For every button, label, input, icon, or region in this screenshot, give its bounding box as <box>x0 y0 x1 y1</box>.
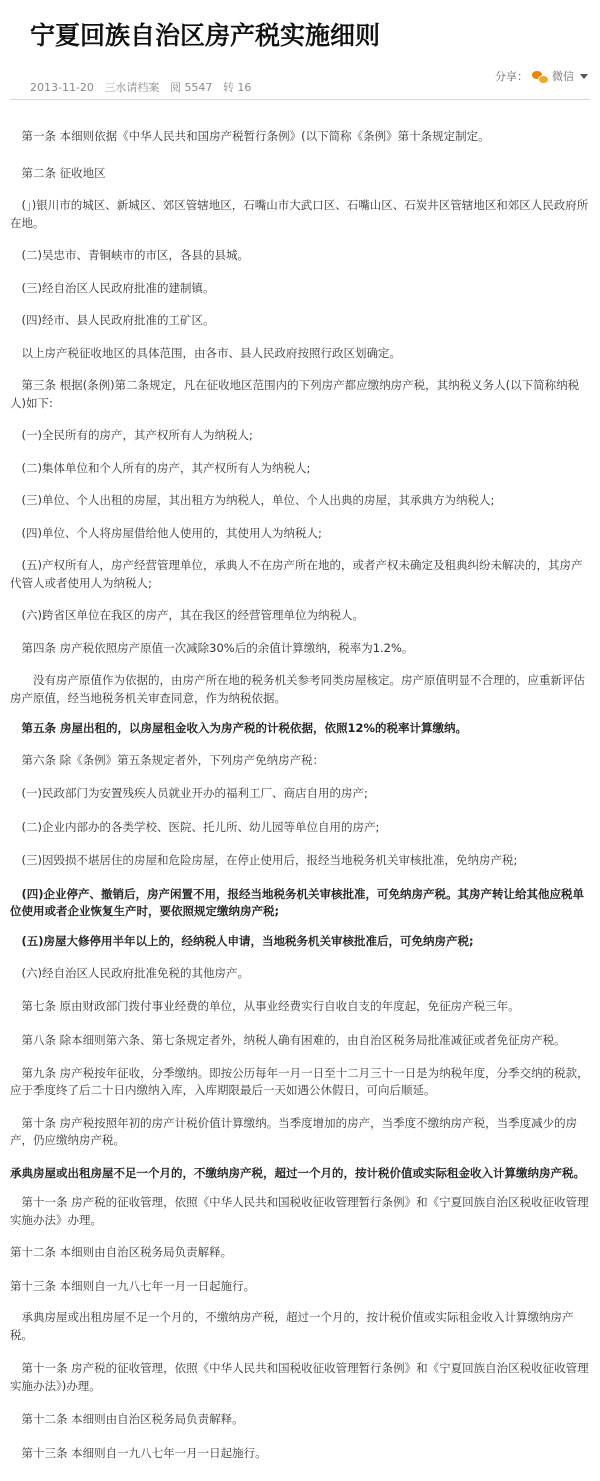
article-paragraph: (四)单位、个人将房屋借给他人使用的，其使用人为纳税人; <box>10 525 322 540</box>
read-count: 阅 5547 <box>169 81 213 94</box>
publish-date: 2013-11-20 <box>30 81 94 94</box>
article-paragraph: (三)因毁损不堪居住的房屋和危险房屋，在停止使用后，报经当地税务机关审核批准，免纳房产税; <box>10 853 518 867</box>
article-paragraph: (六)跨省区单位在我区的房产，其在我区的经营管理单位为纳税人。 <box>10 608 364 622</box>
article-paragraph: (二)企业内部办的各类学校、医院、托儿所、幼儿园等单位自用的房产; <box>10 819 380 834</box>
article-paragraph: 第十三条 本细则自一九八七年一月一日起施行。 <box>10 1278 256 1293</box>
article-paragraph: 第三条 根据(条例)第二条规定，凡在征收地区范围内的下列房产都应缴纳房产税，其纳税义务人(以下简称纳税人)如下: <box>10 378 580 410</box>
article-paragraph: 承典房屋或出租房屋不足一个月的，不缴纳房产税，超过一个月的，按计税价值或实际租金收入计算缴纳房产税。 <box>10 1165 585 1180</box>
article-paragraph: (三)经自治区人民政府批准的建制镇。 <box>10 280 215 295</box>
article-body <box>10 113 592 1462</box>
article-paragraph: 第十二条 本细则由自治区税务局负责解释。 <box>10 1412 244 1426</box>
article-paragraph: (五)房屋大修停用半年以上的，经纳税人申请，当地税务机关审核批准后，可免纳房产税; <box>10 933 474 948</box>
article-paragraph: 第十三条 本细则自一九八七年一月一日起施行。 <box>10 1445 267 1460</box>
chevron-down-icon[interactable] <box>580 74 588 79</box>
article-paragraph: (五)产权所有人，房产经营管理单位，承典人不在房产所在地的，或者产权未确定及租典纠纷未解决的，其房产代管人或者使用人为纳税人; <box>10 558 583 590</box>
article-meta <box>30 79 258 95</box>
wechat-icon[interactable] <box>532 70 548 83</box>
article-paragraph: (一)民政部门为安置残疾人员就业开办的福利工厂、商店自用的房产; <box>10 786 368 800</box>
article-paragraph: (二)集体单位和个人所有的房产，其产权所有人为纳税人; <box>10 460 311 475</box>
article-paragraph: 第十一条 房产税的征收管理，依照《中华人民共和国税收征收管理暂行条例》和《宁夏回族自治区税收征收管理实施办法》)办理。 <box>10 1361 589 1393</box>
article-paragraph: (四)经市、县人民政府批准的工矿区。 <box>10 313 215 327</box>
article-paragraph: (一)全民所有的房产，其产权所有人为纳税人; <box>10 428 253 442</box>
article-paragraph: 第十二条 本细则由自治区税务局负责解释。 <box>10 1245 233 1259</box>
share-bar <box>495 68 588 84</box>
article-paragraph: (二)吴忠市、青铜峡市的市区，各县的县城。 <box>10 248 249 262</box>
article-paragraph: (三)单位、个人出租的房屋，其出租方为纳税人，单位、个人出典的房屋，其承典方为纳税人; <box>10 493 495 507</box>
repost-count: 转 16 <box>222 81 252 94</box>
article-paragraph: (四)企业停产、撤销后，房产闲置不用，报经当地税务机关审核批准，可免纳房产税。其房产转让给其他应税单位使用或者企业恢复生产时，要依照规定缴纳房产税; <box>10 886 585 918</box>
author-link[interactable]: 三水请档案 <box>104 81 160 94</box>
article-paragraph: 第十一条 房产税的征收管理，依照《中华人民共和国税收征收管理暂行条例》和《宁夏回族自治区税收征收管理实施办法》办理。 <box>10 1195 589 1227</box>
article-paragraph: (」)银川市的城区、新城区、郊区管辖地区，石嘴山市大武口区、石嘴山区、石炭井区管辖地区和郊区人民政府所在地。 <box>10 198 589 230</box>
page-title: 宁夏回族自治区房产税实施细则 <box>30 21 381 50</box>
header-divider <box>10 99 590 100</box>
article-paragraph: 第二条 征收地区 <box>10 165 106 180</box>
article-paragraph: 没有房产原值作为依据的，由房产所在地的税务机关参考同类房屋核定。房产原值明显不合理的，应重新评估房产原值，经当地税务机关审查同意，作为纳税依据。 <box>10 673 585 705</box>
article-paragraph: 第七条 原由财政部门拨付事业经费的单位，从事业经费实行自收自支的年度起，免征房产税三年。 <box>10 998 520 1013</box>
share-label: 分享： <box>495 70 528 83</box>
article-paragraph: 第四条 房产税依照房产原值一次减除30%后的余值计算缴纳，税率为1.2%。 <box>10 640 414 655</box>
article-paragraph: 第五条 房屋出租的，以房屋租金收入为房产税的计税依据，依照12%的税率计算缴纳。 <box>10 721 468 735</box>
article-paragraph: 第十条 房产税按照年初的房产计税价值计算缴纳。当季度增加的房产，当季度不缴纳房产税，当季度减少的房产，仍应缴纳房产税。 <box>10 1115 578 1147</box>
article-paragraph: 第九条 房产税按年征收，分季缴纳。即按公历每年一月一日至十二月三十一日是为纳税年度，分季交纳的税款，应于季度终了后二十日内缴纳入库，入库期限最后一天如遇公休假日，可向后顺延。 <box>10 1065 589 1097</box>
article-paragraph: 第一条 本细则依据《中华人民共和国房产税暂行条例》(以下简称《条例》第十条规定制定。 <box>10 129 490 143</box>
article-paragraph: 承典房屋或出租房屋不足一个月的，不缴纳房产税，超过一个月的，按计税价值或实际租金收入计算缴纳房产税。 <box>10 1310 574 1342</box>
article-paragraph: 第八条 除本细则第六条、第七条规定者外，纳税人确有困难的，由自治区税务局批准减征或者免征房产税。 <box>10 1033 566 1047</box>
wechat-share-button[interactable]: 微信 <box>552 70 574 83</box>
article-paragraph: 以上房产税征收地区的具体范围，由各市、县人民政府按照行政区划确定。 <box>10 345 401 360</box>
article-paragraph: (六)经自治区人民政府批准免税的其他房产。 <box>10 966 249 980</box>
article-paragraph: 第六条 除《条例》第五条规定者外，下列房产免纳房产税： <box>10 752 325 767</box>
